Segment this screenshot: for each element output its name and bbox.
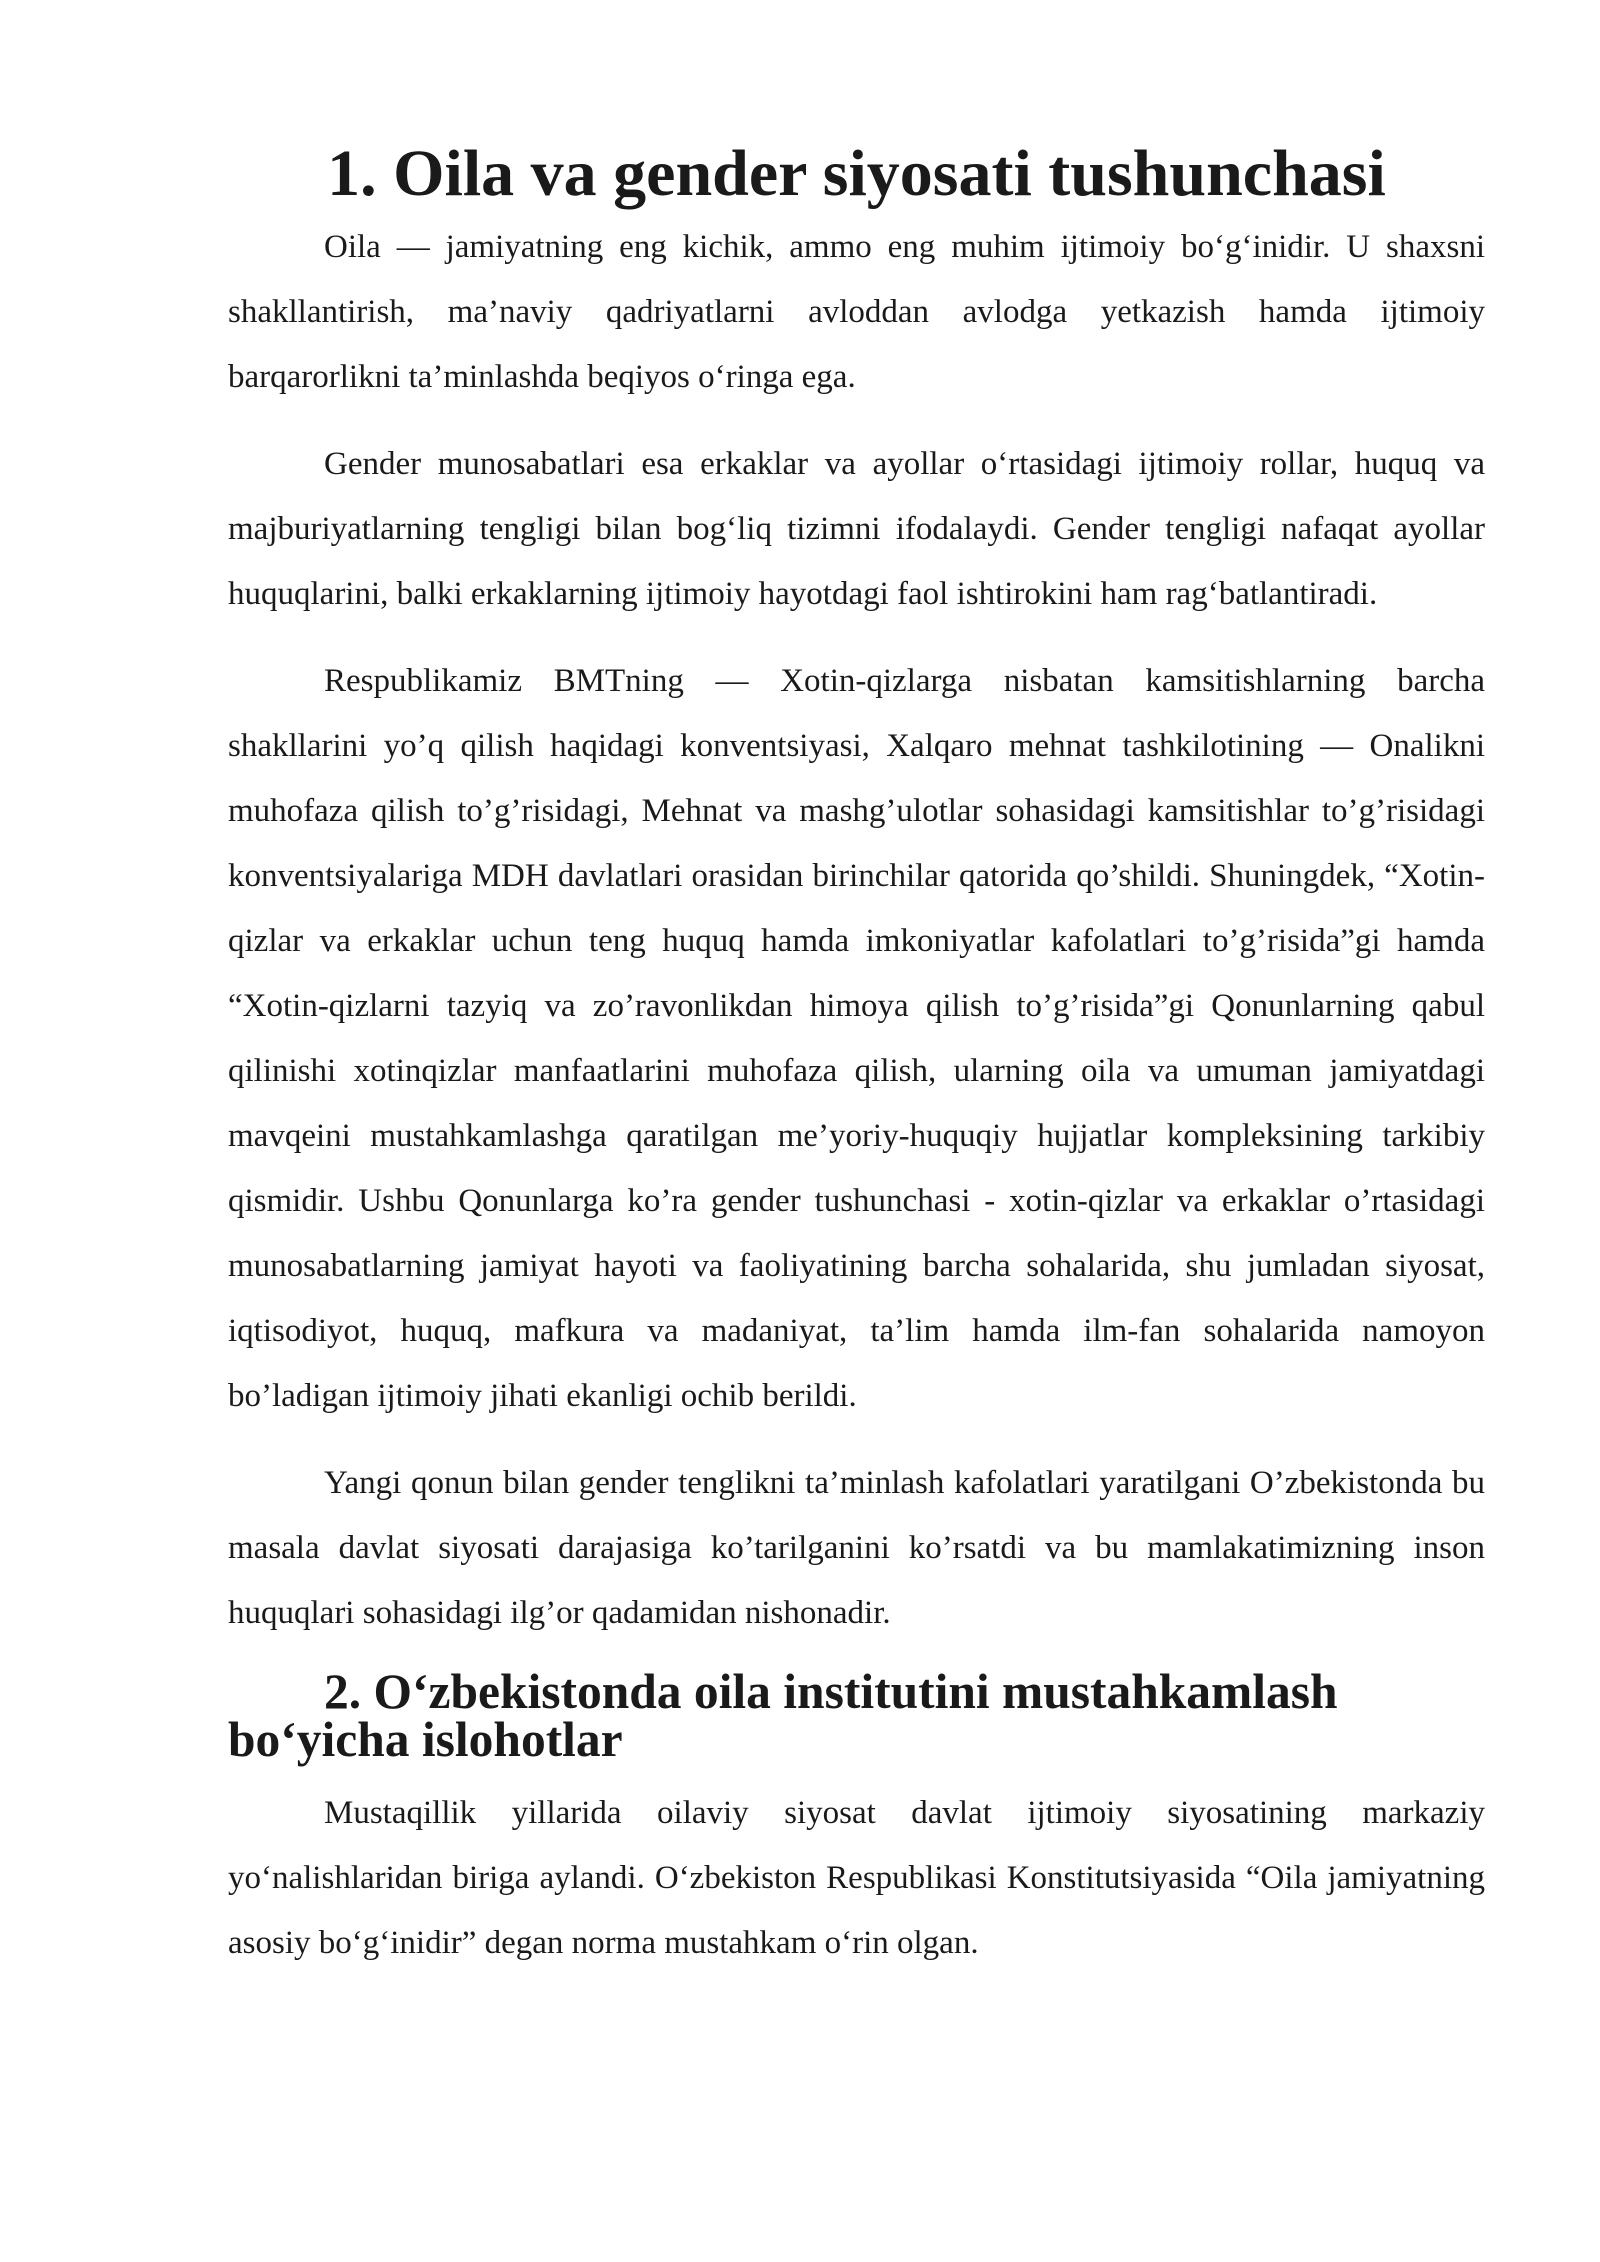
document-page [228, 137, 1485, 1998]
paragraph-1: Oila — jamiyatning eng kichik, ammo eng muhim ijtimoiy bo‘g‘inidir. U shaxsni shakllantirish, ma’naviy qadriyatlarni avloddan avlodga yetkazish hamda ijtimoiy barqarorlikni ta’minlashda beqiyos o‘ringa ega. [228, 229, 1485, 395]
section-1-title: 1. Oila va gender siyosati tushunchasi [327, 137, 1386, 210]
paragraph-4: Yangi qonun bilan gender tenglikni ta’minlash kafolatlari yaratilgani O’zbekistonda bu masala davlat siyosati darajasiga ko’tarilganini ko’rsatdi va bu mamlakatimizning inson huquqlari sohasidagi ilg’or qadamidan nishonadir. [228, 1465, 1485, 1631]
paragraph-5: Mustaqillik yillarida oilaviy siyosat davlat ijtimoiy siyosatining markaziy yo‘nalishlaridan biriga aylandi. O‘zbekiston Respublikasi Konstitutsiyasida “Oila jamiyatning asosiy bo‘g‘inidir” degan norma mustahkam o‘rin olgan. [228, 1795, 1485, 1961]
paragraph-2: Gender munosabatlari esa erkaklar va ayollar o‘rtasidagi ijtimoiy rollar, huquq va majburiyatlarning tengligi bilan bog‘liq tizimni ifodalaydi. Gender tengligi nafaqat ayollar huquqlarini, balki erkaklarning ijtimoiy hayotdagi faol ishtirokini ham rag‘batlantiradi. [228, 446, 1485, 612]
paragraph-3: Respublikamiz BMTning — Xotin-qizlarga nisbatan kamsitishlarning barcha shakllarini yo’q qilish haqidagi konventsiyasi, Xalqaro mehnat tashkilotining — Onalikni muhofaza qilish to’g’risidagi, Mehnat va mashg’ulotlar sohasidagi kamsitishlar to’g’risidagi konventsiyalariga MDH davlatlari orasidan birinchilar qatorida qo’shildi. Shuningdek, “Xotin-qizlar va erkaklar uchun teng huquq hamda imkoniyatlar kafolatlari to’g’risida”gi hamda “Xotin-qizlarni tazyiq va zo’ravonlikdan himoya qilish to’g’risida”gi Qonunlarning qabul qilinishi xotinqizlar manfaatlarini muhofaza qilish, ularning oila va umuman jamiyatdagi mavqeini mustahkamlashga qaratilgan me’yoriy-huquqiy hujjatlar kompleksining tarkibiy qismidir. Ushbu Qonunlarga ko’ra gender tushunchasi - xotin-qizlar va erkaklar o’rtasidagi munosabatlarning jamiyat hayoti va faoliyatining barcha sohalarida, shu jumladan siyosat, iqtisodiyot, huquq, mafkura va madaniyat, ta’lim hamda ilm-fan sohalarida namoyon bo’ladigan ijtimoiy jihati ekanligi ochib berildi. [228, 663, 1485, 1414]
section-2-title: 2. O‘zbekistonda oila institutini mustahkamlash bo‘yicha islohotlar [228, 1664, 1338, 1767]
